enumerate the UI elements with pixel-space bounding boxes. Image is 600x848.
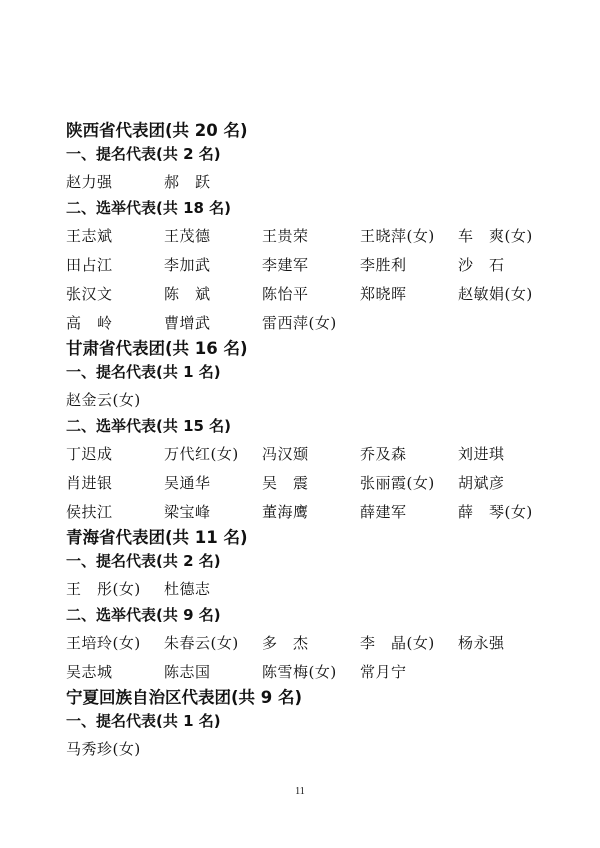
name-row	[66, 308, 546, 337]
delegate-name: 王培玲(女)	[66, 634, 141, 652]
name-row	[66, 497, 546, 526]
delegate-name: 胡斌彦	[458, 474, 505, 492]
delegate-name: 丁迟成	[66, 445, 113, 463]
delegate-name: 刘进琪	[458, 445, 505, 463]
delegation-title: 陕西省代表团(共 20 名)	[66, 121, 248, 140]
delegate-name: 马秀珍(女)	[66, 740, 141, 758]
section-heading: 二、选举代表(共 18 名)	[66, 199, 232, 217]
delegate-name: 吴志城	[66, 663, 113, 681]
delegate-name: 郝 跃	[164, 173, 211, 191]
name-row	[66, 385, 546, 414]
name-row	[66, 167, 546, 196]
delegate-name: 陈怡平	[262, 285, 309, 303]
delegate-name: 郑晓晖	[360, 285, 407, 303]
delegate-name: 陈志国	[164, 663, 211, 681]
delegate-name: 赵力强	[66, 173, 113, 191]
delegate-name: 沙 石	[458, 256, 505, 274]
delegate-name: 田占江	[66, 256, 113, 274]
delegate-name: 高 岭	[66, 314, 113, 332]
delegate-name: 薛建军	[360, 503, 407, 521]
delegate-name: 侯扶江	[66, 503, 113, 521]
delegate-name: 杜德志	[164, 580, 211, 598]
delegate-name: 张丽霞(女)	[360, 474, 435, 492]
delegate-name: 陈 斌	[164, 285, 211, 303]
section-heading: 二、选举代表(共 9 名)	[66, 606, 221, 624]
delegate-name: 吴 震	[262, 474, 309, 492]
delegate-name: 王晓萍(女)	[360, 227, 435, 245]
name-row	[66, 734, 546, 763]
section-heading: 一、提名代表(共 1 名)	[66, 712, 221, 730]
delegate-name: 赵敏娟(女)	[458, 285, 533, 303]
name-row	[66, 250, 546, 279]
delegation-title: 甘肃省代表团(共 16 名)	[66, 339, 248, 358]
delegate-name: 陈雪梅(女)	[262, 663, 337, 681]
delegation-block	[66, 526, 546, 686]
delegate-name: 李 晶(女)	[360, 634, 435, 652]
delegate-name: 车 爽(女)	[458, 227, 533, 245]
delegation-title: 青海省代表团(共 11 名)	[66, 528, 248, 547]
delegate-name: 杨永强	[458, 634, 505, 652]
delegation-block	[66, 119, 546, 337]
delegation-block	[66, 337, 546, 526]
delegate-name: 赵金云(女)	[66, 391, 141, 409]
section-heading: 二、选举代表(共 15 名)	[66, 417, 232, 435]
delegate-name: 朱春云(女)	[164, 634, 239, 652]
delegate-name: 王茂德	[164, 227, 211, 245]
document-body	[66, 119, 546, 763]
name-row	[66, 279, 546, 308]
delegation-block	[66, 686, 546, 763]
delegate-name: 冯汉颋	[262, 445, 309, 463]
name-row	[66, 221, 546, 250]
name-row	[66, 468, 546, 497]
delegate-name: 多 杰	[262, 634, 309, 652]
delegate-name: 雷西萍(女)	[262, 314, 337, 332]
delegate-name: 常月宁	[360, 663, 407, 681]
delegate-name: 王 彤(女)	[66, 580, 141, 598]
delegate-name: 张汉文	[66, 285, 113, 303]
delegate-name: 王志斌	[66, 227, 113, 245]
delegate-name: 乔及森	[360, 445, 407, 463]
section-heading: 一、提名代表(共 1 名)	[66, 363, 221, 381]
name-row	[66, 657, 546, 686]
section-heading: 一、提名代表(共 2 名)	[66, 552, 221, 570]
delegate-name: 董海鹰	[262, 503, 309, 521]
page-number: 11	[295, 786, 305, 797]
name-row	[66, 628, 546, 657]
delegate-name: 梁宝峰	[164, 503, 211, 521]
section-heading: 一、提名代表(共 2 名)	[66, 145, 221, 163]
delegate-name: 李建军	[262, 256, 309, 274]
name-row	[66, 439, 546, 468]
delegation-title: 宁夏回族自治区代表团(共 9 名)	[66, 688, 303, 707]
delegate-name: 吴通华	[164, 474, 211, 492]
name-row	[66, 574, 546, 603]
delegate-name: 薛 琴(女)	[458, 503, 533, 521]
delegate-name: 李胜利	[360, 256, 407, 274]
delegate-name: 李加武	[164, 256, 211, 274]
delegate-name: 万代红(女)	[164, 445, 239, 463]
delegate-name: 王贵荣	[262, 227, 309, 245]
delegate-name: 肖进银	[66, 474, 113, 492]
delegate-name: 曹增武	[164, 314, 211, 332]
